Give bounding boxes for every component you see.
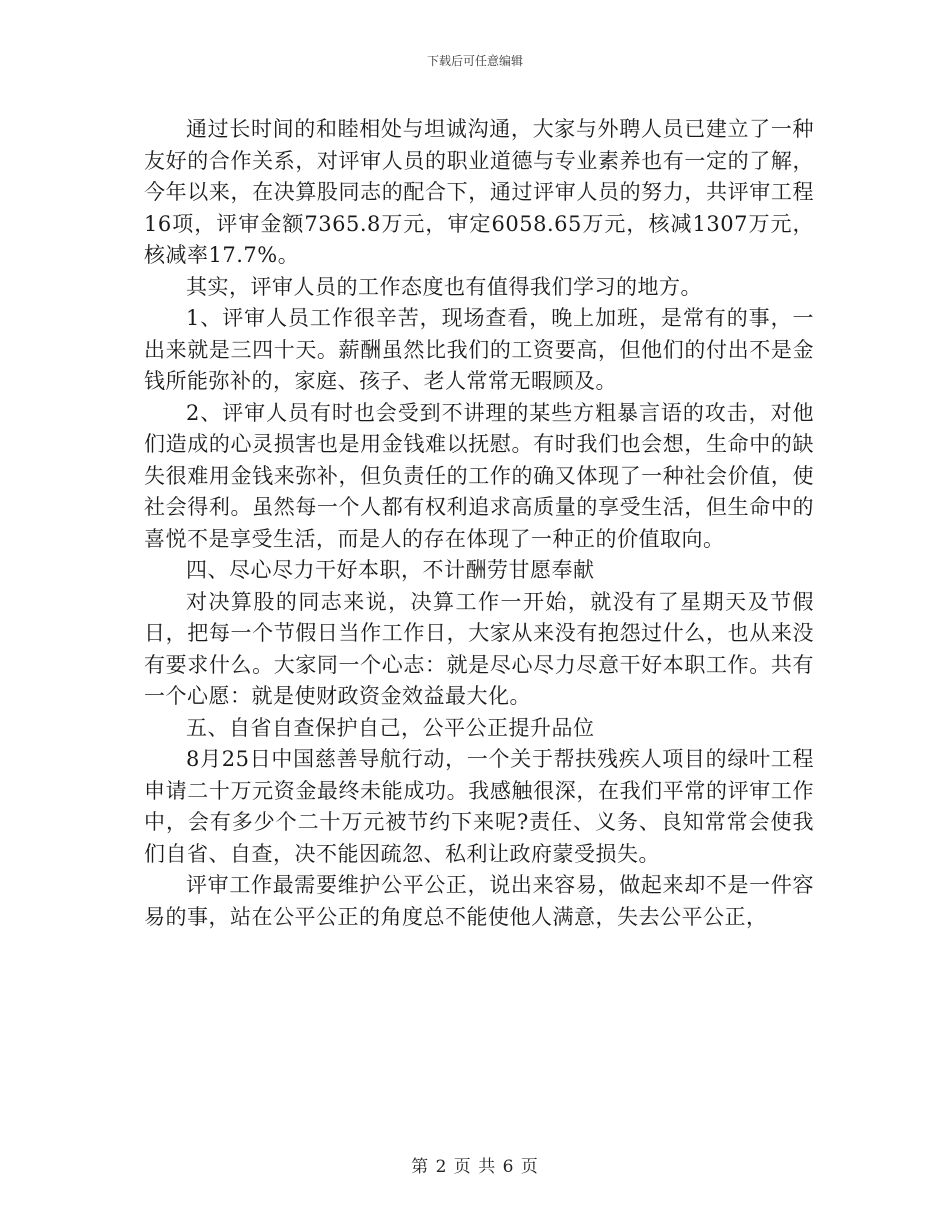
paragraph-attitude-intro: 其实，评审人员的工作态度也有值得我们学习的地方。 bbox=[186, 274, 702, 299]
paragraph-fairness: 评审工作最需要维护公平公正，说出来容易，做起来却不是一件容易的事，站在公平公正的角度总不能使他人满意，失去公平公正， bbox=[144, 873, 814, 929]
page-header: 下载后可任意编辑 bbox=[426, 54, 523, 68]
paragraph-dedication: 对决算股的同志来说，决算工作一开始，就没有了星期天及节假日，把每一个节假日当作工作日，大家从来没有抱怨过什么，也从来没有要求什么。大家同一个心志：就是尽心尽力尽意干好本职工作。共有一个心愿：就是使财政资金效益最大化。 bbox=[144, 589, 814, 708]
section-heading-5: 五、自省自查保护自己，公平公正提升品位 bbox=[186, 715, 595, 740]
paragraph-point-2: 2、评审人员有时也会受到不讲理的某些方粗暴言语的攻击，对他们造成的心灵损害也是用金钱难以抚慰。有时我们也会想，生命中的缺失很难用金钱来弥补，但负责任的工作的确又体现了一种社会价值，使社会得利。虽然每一个人都有权利追求高质量的享受生活，但生命中的喜悦不是享受生活，而是人的存在体现了一种正的价值取向。 bbox=[144, 400, 814, 551]
paragraph-point-1: 1、评审人员工作很辛苦，现场查看，晚上加班，是常有的事，一出来就是三四十天。薪酬虽然比我们的工资要高，但他们的付出不是金钱所能弥补的，家庭、孩子、老人常常无暇顾及。 bbox=[144, 306, 814, 393]
paragraph-charity-example: 8月25日中国慈善导航行动，一个关于帮扶残疾人项目的绿叶工程申请二十万元资金最终未能成功。我感触很深，在我们平常的评审工作中，会有多少个二十万元被节约下来呢?责任、义务、良知常常会使我们自省、自查，决不能因疏忽、私利让政府蒙受损失。 bbox=[144, 747, 814, 866]
page-number-footer: 第 2 页 共 6 页 bbox=[411, 1157, 539, 1177]
section-heading-4: 四、尽心尽力干好本职，不计酬劳甘愿奉献 bbox=[186, 558, 595, 582]
paragraph-cooperation-summary: 通过长时间的和睦相处与坦诚沟通，大家与外聘人员已建立了一种友好的合作关系，对评审人员的职业道德与专业素养也有一定的了解，今年以来，在决算股同志的配合下，通过评审人员的努力，共评审工程16项，评审金额7365.8万元，审定6058.65万元，核减1307万元，核减率17.7%。 bbox=[144, 117, 814, 267]
document-body bbox=[144, 114, 814, 933]
